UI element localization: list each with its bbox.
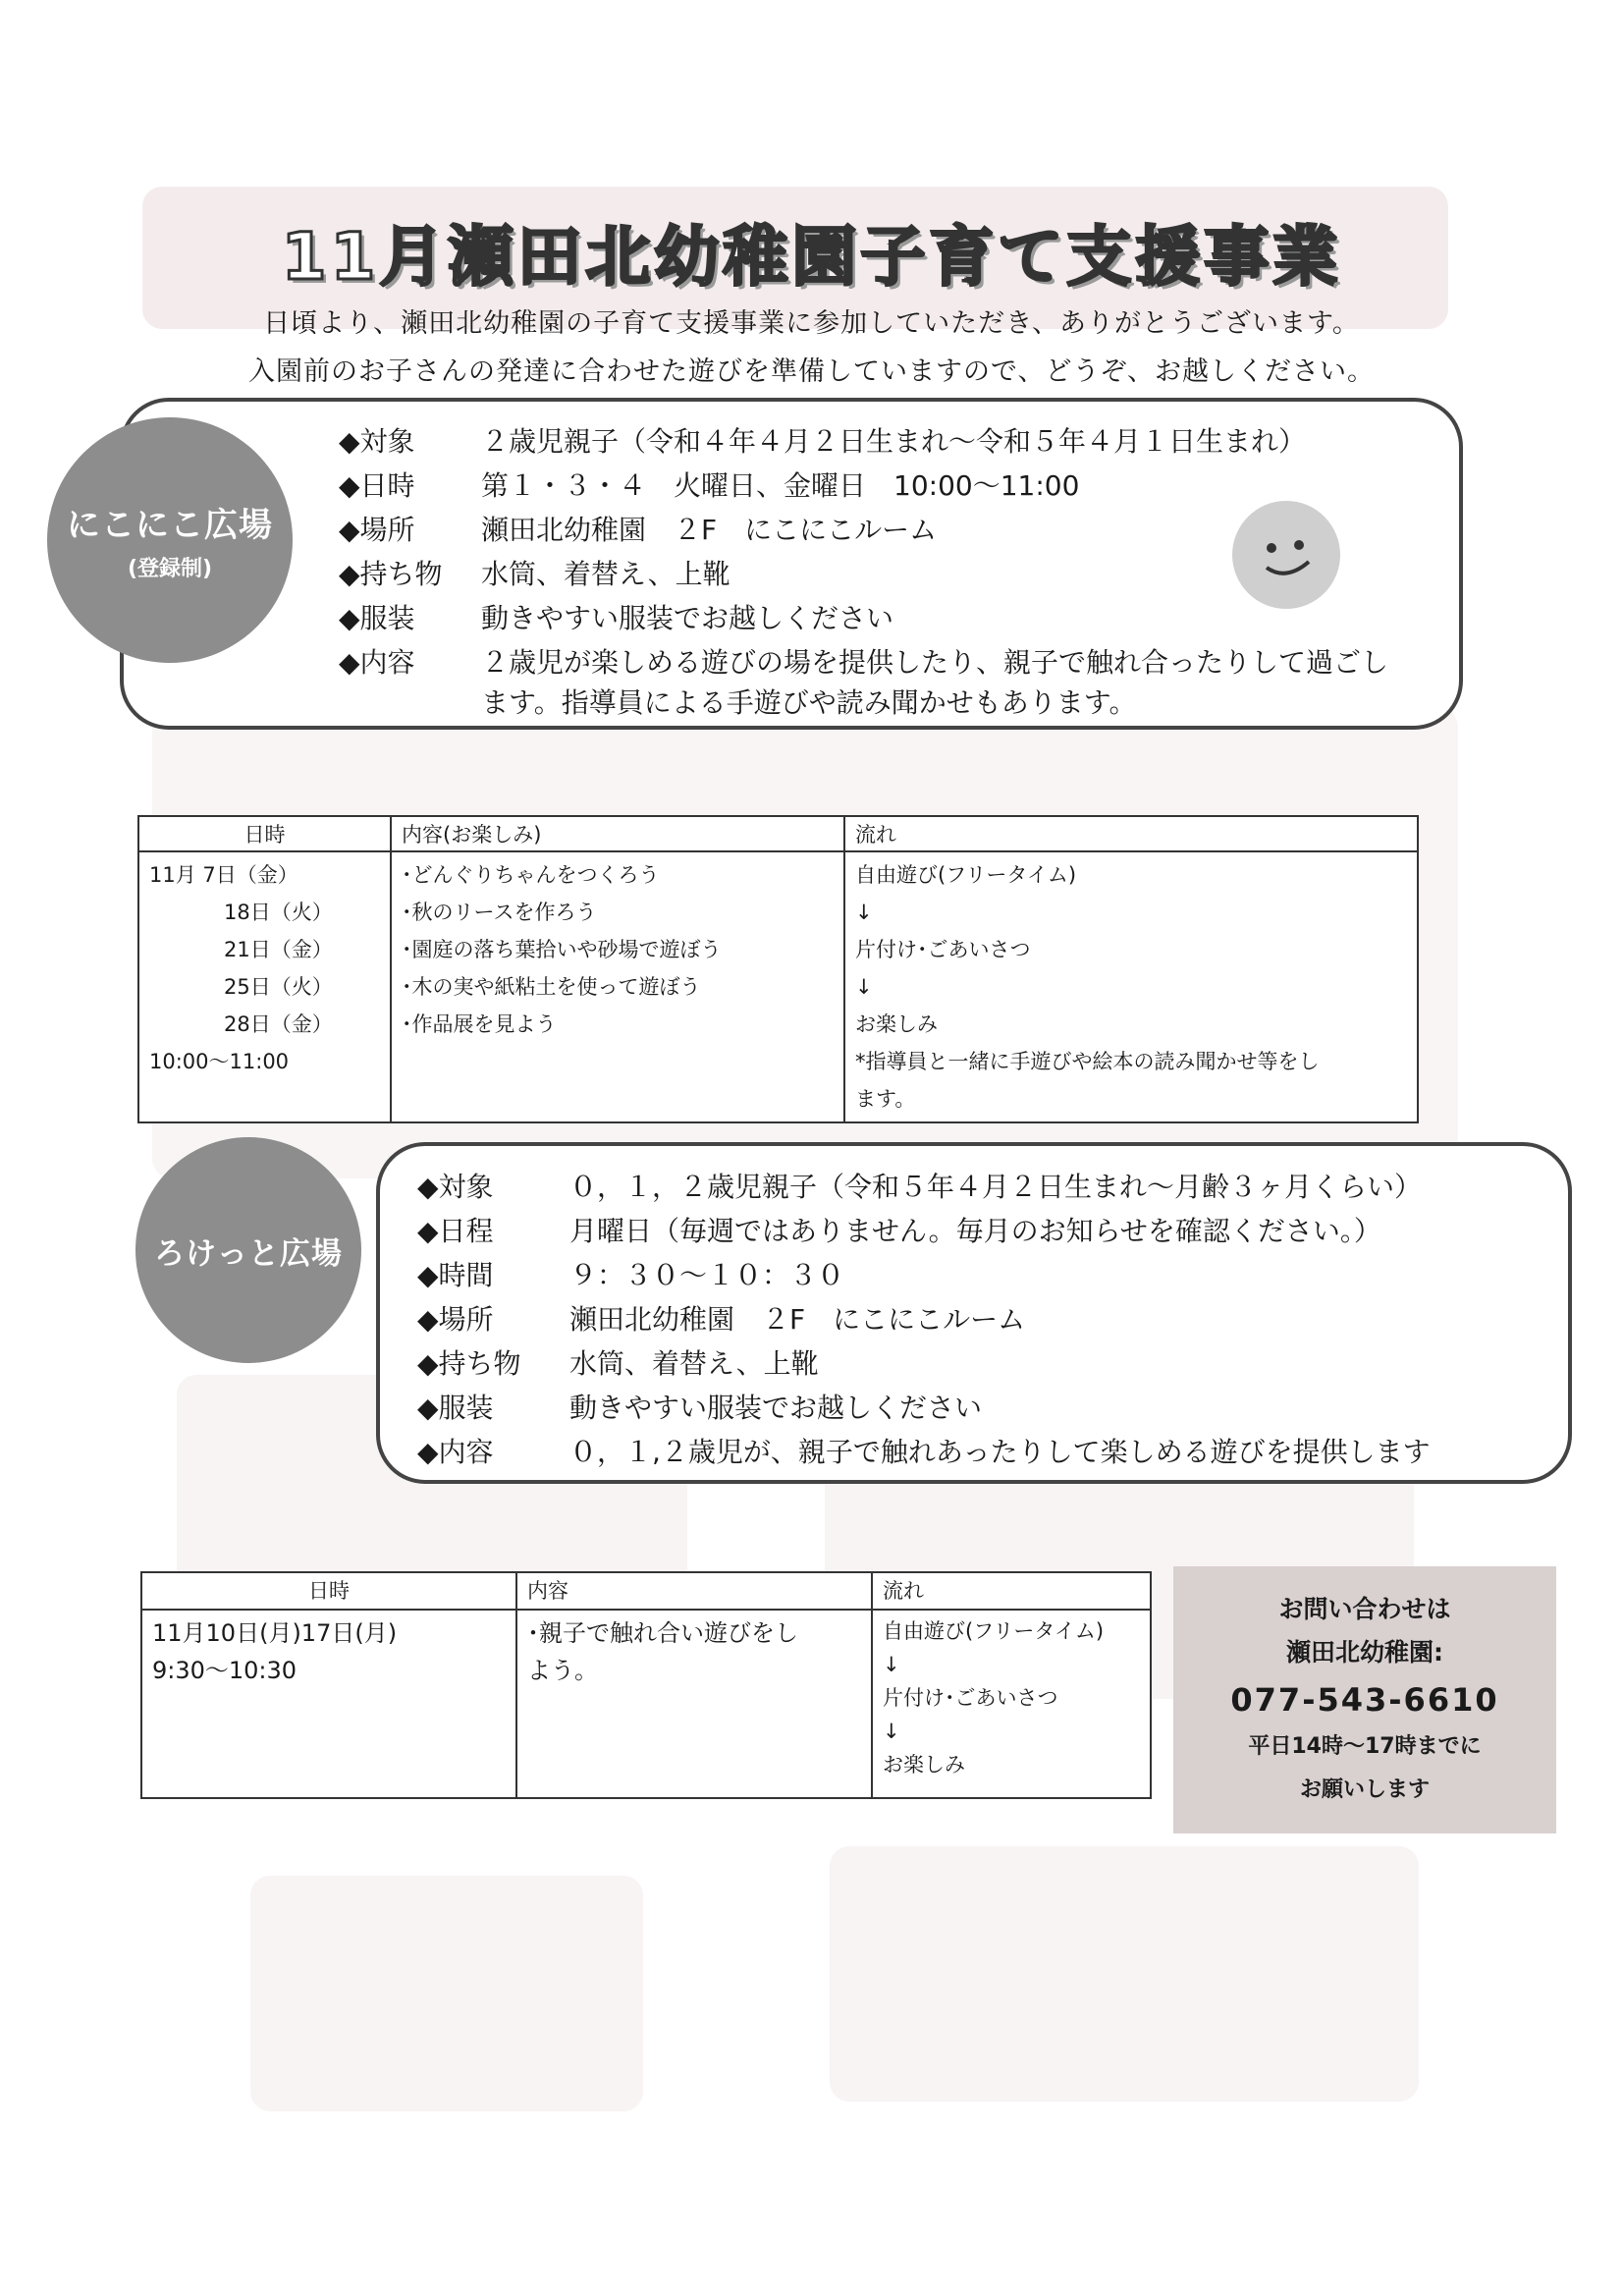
col-header-flow: 流れ xyxy=(844,816,1418,851)
niko-content-continued: ます。指導員による手遊びや読み聞かせもあります。 xyxy=(481,686,1137,719)
content-item: ･秋のリースを作ろう xyxy=(402,901,597,924)
flow-note: *指導員と一緒に手遊びや絵本の読み聞かせ等をし xyxy=(855,1050,1320,1073)
date-item: 21日（金） xyxy=(224,938,333,961)
rokket-value-target: ０，１，２歳児親子（令和５年４月２日生まれ～月齢３ヶ月くらい） xyxy=(569,1171,1423,1203)
content-item: ･作品展を見よう xyxy=(402,1012,557,1036)
niko-row-clothing xyxy=(339,597,893,636)
contact-hours: 平日14時～17時までに xyxy=(1248,1734,1482,1759)
flow-item: 自由遊び(フリータイム) xyxy=(883,1619,1105,1644)
date-item: 25日（火） xyxy=(224,975,333,999)
niko-label-circle xyxy=(47,417,293,663)
rokket-row-time xyxy=(417,1254,844,1293)
intro-line-1: 日頃より、瀬田北幼稚園の子育て支援事業に参加していただき、ありがとうございます。 xyxy=(263,308,1360,339)
flow-item: 自由遊び(フリータイム) xyxy=(855,863,1077,887)
col-header-datetime: 日時 xyxy=(138,816,391,851)
niko-row-content xyxy=(339,641,1388,681)
smile-face-icon xyxy=(1232,501,1340,609)
rokket-schedule-table xyxy=(140,1571,1152,1799)
flow-item: 片付け･ごあいさつ xyxy=(883,1686,1058,1711)
niko-row-datetime xyxy=(339,465,1079,504)
niko-schedule-table xyxy=(137,815,1419,1123)
rokket-row-target xyxy=(417,1166,1422,1205)
niko-value-place: 瀬田北幼稚園 ２F にこにこルーム xyxy=(481,514,938,546)
rokket-value-clothing: 動きやすい服装でお越しください xyxy=(569,1392,983,1424)
flow-cell xyxy=(872,1610,1151,1798)
niko-label-datetime: ◆日時 xyxy=(339,469,415,502)
table-header-row xyxy=(138,816,1418,851)
contents-cell xyxy=(391,851,844,1122)
rokket-row-place xyxy=(417,1298,1025,1338)
niko-label-content: ◆内容 xyxy=(339,646,415,679)
contact-line-1: お問い合わせは xyxy=(1278,1595,1451,1623)
niko-value-target: ２歳児親子（令和４年４月２日生まれ～令和５年４月１日生まれ） xyxy=(481,425,1307,458)
flow-note: ます。 xyxy=(855,1087,916,1111)
content-item: ･木の実や紙粘土を使って遊ぼう xyxy=(402,975,701,999)
niko-value-content: ２歳児が楽しめる遊びの場を提供したり、親子で触れ合ったりして過ごし xyxy=(481,646,1389,679)
niko-label-belongings: ◆持ち物 xyxy=(339,558,443,590)
background-shape xyxy=(250,1876,643,2111)
col-header-datetime: 日時 xyxy=(141,1572,516,1610)
rokket-label-belongings: ◆持ち物 xyxy=(417,1347,521,1380)
contact-request: お願いします xyxy=(1299,1777,1430,1802)
time-item: 10:00～11:00 xyxy=(149,1050,290,1073)
rokket-label-content: ◆内容 xyxy=(417,1436,494,1468)
date-item: 28日（金） xyxy=(224,1012,333,1036)
flow-arrow: ↓ xyxy=(883,1653,900,1677)
content-item: ･どんぐりちゃんをつくろう xyxy=(402,863,660,887)
niko-row-place xyxy=(339,509,937,548)
flow-item: 片付け･ごあいさつ xyxy=(855,938,1031,961)
intro-line-2: 入園前のお子さんの発達に合わせた遊びを準備していますので、どうぞ、お越しください。 xyxy=(248,356,1375,387)
niko-value-datetime: 第１・３・４ 火曜日、金曜日 10:00～11:00 xyxy=(481,469,1080,502)
contact-box xyxy=(1173,1566,1556,1833)
niko-row-target xyxy=(339,420,1306,460)
flow-cell xyxy=(844,851,1418,1122)
niko-row-belongings xyxy=(339,553,730,592)
col-header-content: 内容(お楽しみ) xyxy=(391,816,844,851)
rokket-value-place: 瀬田北幼稚園 ２F にこにこルーム xyxy=(569,1303,1026,1336)
content-item: ･園庭の落ち葉拾いや砂場で遊ぼう xyxy=(402,938,722,961)
rokket-label-circle xyxy=(135,1137,361,1363)
rokket-row-belongings xyxy=(417,1342,819,1382)
niko-note: (登録制) xyxy=(127,557,213,581)
niko-label-target: ◆対象 xyxy=(339,425,415,458)
rokket-label-target: ◆対象 xyxy=(417,1171,494,1203)
contact-phone: 077-543-6610 xyxy=(1230,1681,1499,1719)
rokket-value-schedule: 月曜日（毎週ではありません。毎月のお知らせを確認ください。） xyxy=(569,1215,1381,1247)
rokket-name: ろけっと広場 xyxy=(154,1235,343,1272)
contents-cell xyxy=(516,1610,872,1798)
date-item: 11月10日(月)17日(月) xyxy=(152,1619,398,1648)
dates-cell xyxy=(138,851,391,1122)
rokket-value-belongings: 水筒、着替え、上靴 xyxy=(569,1347,819,1380)
table-row xyxy=(141,1610,1151,1798)
flow-arrow: ↓ xyxy=(855,975,873,999)
flow-arrow: ↓ xyxy=(883,1720,900,1744)
table-header-row xyxy=(141,1572,1151,1610)
time-item: 9:30～10:30 xyxy=(152,1657,298,1685)
niko-value-clothing: 動きやすい服装でお越しください xyxy=(481,602,894,634)
rokket-row-clothing xyxy=(417,1387,982,1426)
flow-arrow: ↓ xyxy=(855,901,873,924)
page-title: 11月瀬田北幼稚園子育て支援事業 xyxy=(281,219,1342,295)
flow-item: お楽しみ xyxy=(855,1012,938,1036)
dates-cell xyxy=(141,1610,516,1798)
background-shape xyxy=(830,1846,1419,2102)
rokket-row-schedule xyxy=(417,1210,1381,1249)
niko-name: にこにこ広場 xyxy=(67,506,273,545)
date-item: 18日（火） xyxy=(224,901,333,924)
niko-label-clothing: ◆服装 xyxy=(339,602,415,634)
table-row xyxy=(138,851,1418,1122)
rokket-label-time: ◆時間 xyxy=(417,1259,494,1291)
rokket-row-content xyxy=(417,1431,1431,1470)
rokket-label-schedule: ◆日程 xyxy=(417,1215,494,1247)
content-item: ･親子で触れ合い遊びをし xyxy=(527,1619,798,1648)
niko-label-place: ◆場所 xyxy=(339,514,415,546)
rokket-label-place: ◆場所 xyxy=(417,1303,494,1336)
contact-line-2: 瀬田北幼稚園: xyxy=(1286,1638,1443,1667)
col-header-flow: 流れ xyxy=(872,1572,1151,1610)
flow-item: お楽しみ xyxy=(883,1753,965,1777)
rokket-value-content: ０，１,２歳児が、親子で触れあったりして楽しめる遊びを提供します xyxy=(569,1436,1431,1468)
rokket-value-time: ９：３０～１０：３０ xyxy=(569,1259,845,1291)
date-item: 11月 7日（金） xyxy=(149,863,298,887)
col-header-content: 内容 xyxy=(516,1572,872,1610)
niko-value-belongings: 水筒、着替え、上靴 xyxy=(481,558,730,590)
rokket-label-clothing: ◆服装 xyxy=(417,1392,494,1424)
content-item: よう。 xyxy=(527,1657,598,1685)
